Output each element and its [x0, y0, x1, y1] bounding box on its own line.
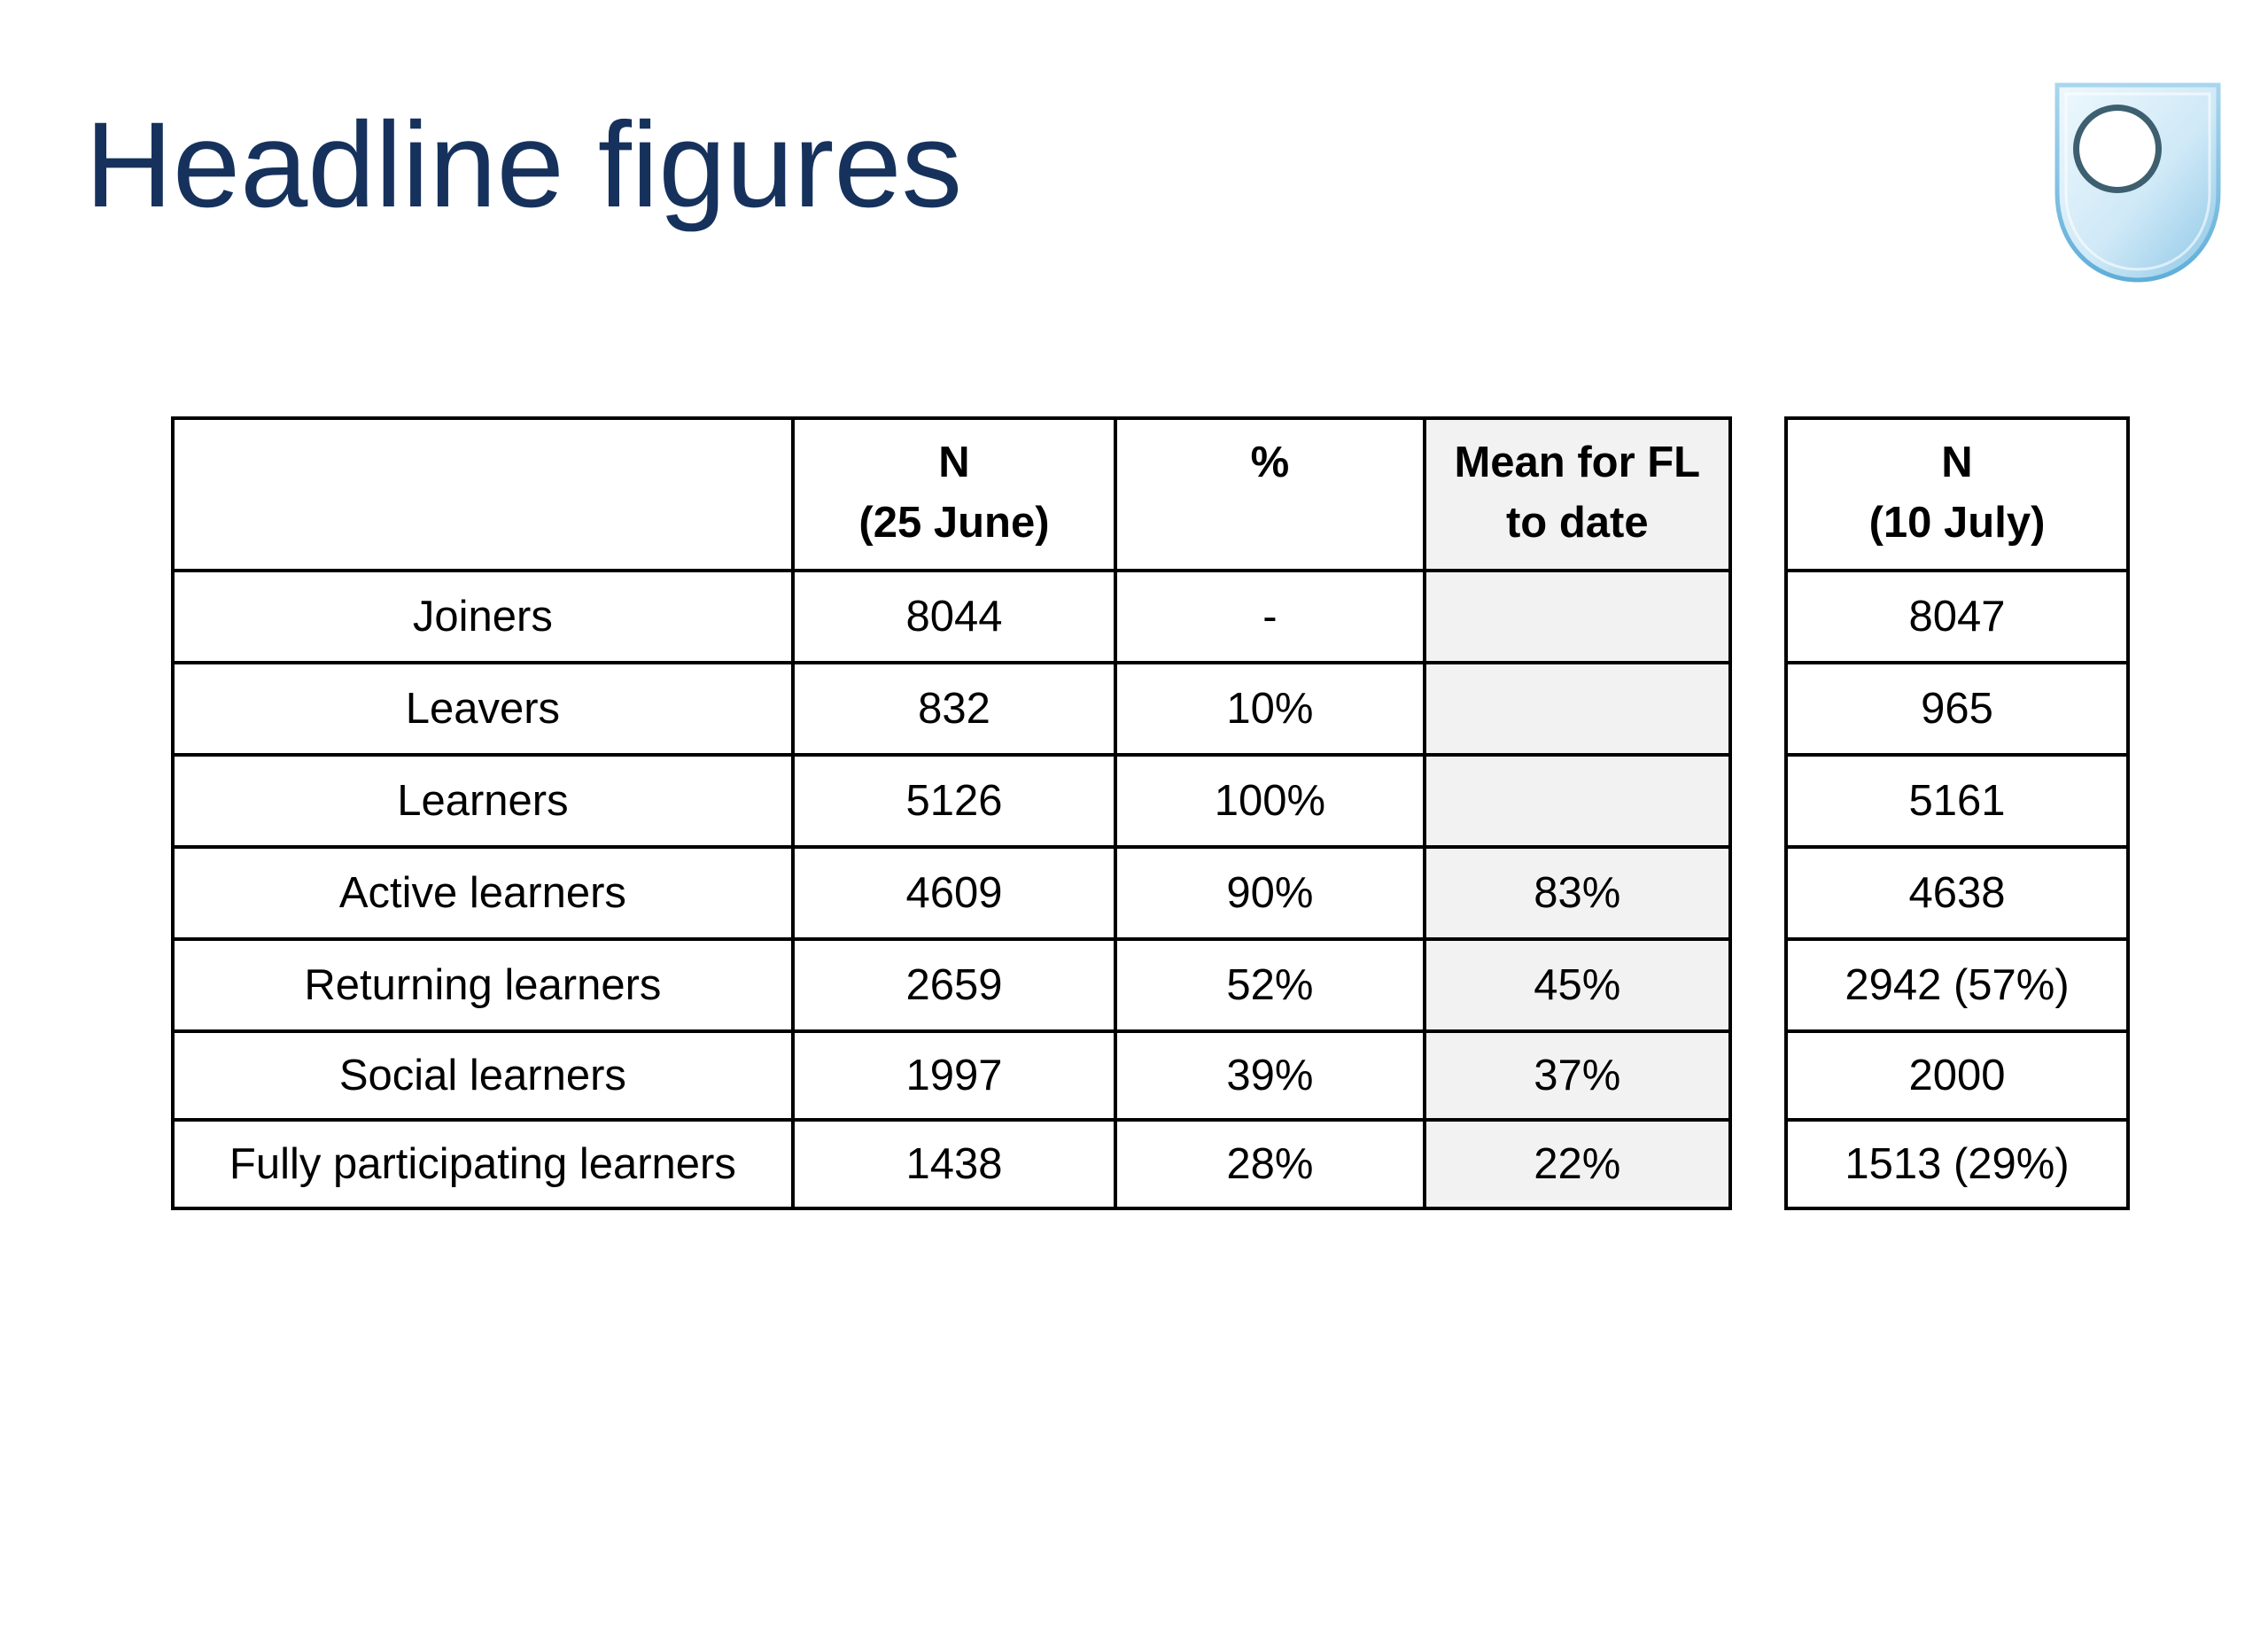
header-text: N: [1941, 439, 1973, 486]
cell-n: 8044: [793, 571, 1115, 663]
row-label: Fully participating learners: [173, 1120, 793, 1208]
cell-percent: 28%: [1115, 1120, 1424, 1208]
cell-mean: [1425, 571, 1730, 663]
table-row: [173, 1120, 1730, 1208]
row-label: Learners: [173, 755, 793, 847]
header-text: (25 June): [858, 499, 1050, 547]
cell-n: 2659: [793, 939, 1115, 1031]
table-row: [1786, 1120, 2128, 1208]
cell-n-july: 8047: [1786, 571, 2128, 663]
cell-percent: 100%: [1115, 755, 1424, 847]
table-row: [173, 755, 1730, 847]
cell-percent: 52%: [1115, 939, 1424, 1031]
row-label: Social learners: [173, 1031, 793, 1120]
cell-mean: 22%: [1425, 1120, 1730, 1208]
header-percent: [1115, 418, 1424, 571]
cell-percent: -: [1115, 571, 1424, 663]
header-text: N: [938, 439, 970, 486]
cell-mean: [1425, 755, 1730, 847]
row-label: Leavers: [173, 663, 793, 755]
cell-n: 832: [793, 663, 1115, 755]
table-row: [1786, 1031, 2128, 1120]
header-n-25-june: [793, 418, 1115, 571]
header-text: %: [1250, 439, 1290, 486]
table-header-row: [1786, 418, 2128, 571]
header-mean-for-fl: [1425, 418, 1730, 571]
cell-n: 5126: [793, 755, 1115, 847]
row-label: Returning learners: [173, 939, 793, 1031]
cell-n: 1438: [793, 1120, 1115, 1208]
header-text: (10 July): [1868, 499, 2046, 547]
cell-mean: 45%: [1425, 939, 1730, 1031]
cell-n-july: 4638: [1786, 847, 2128, 939]
table-row: [173, 571, 1730, 663]
table-row: [173, 1031, 1730, 1120]
cell-mean: 37%: [1425, 1031, 1730, 1120]
table-row: [1786, 663, 2128, 755]
cell-percent: 39%: [1115, 1031, 1424, 1120]
row-label: Joiners: [173, 571, 793, 663]
slide-title: Headline figures: [85, 97, 963, 233]
table-row: [173, 939, 1730, 1031]
cell-percent: 10%: [1115, 663, 1424, 755]
table-row: [1786, 847, 2128, 939]
headline-figures-table: [171, 416, 1732, 1210]
header-label-cell: [173, 418, 793, 571]
cell-percent: 90%: [1115, 847, 1424, 939]
row-label: Active learners: [173, 847, 793, 939]
cell-n: 4609: [793, 847, 1115, 939]
header-text: Mean for FL: [1454, 439, 1701, 486]
cell-n-july: 5161: [1786, 755, 2128, 847]
cell-n-july: 1513 (29%): [1786, 1120, 2128, 1208]
header-n-10-july: [1786, 418, 2128, 571]
july-figures-table: [1784, 416, 2130, 1210]
cell-mean: [1425, 663, 1730, 755]
table-header-row: [173, 418, 1730, 571]
table-row: [1786, 571, 2128, 663]
cell-n-july: 2000: [1786, 1031, 2128, 1120]
table-row: [1786, 755, 2128, 847]
cell-n: 1997: [793, 1031, 1115, 1120]
cell-n-july: 965: [1786, 663, 2128, 755]
table-row: [173, 847, 1730, 939]
table-row: [1786, 939, 2128, 1031]
header-text: to date: [1505, 499, 1649, 547]
open-university-shield-icon: [2054, 82, 2222, 285]
cell-n-july: 2942 (57%): [1786, 939, 2128, 1031]
table-row: [173, 663, 1730, 755]
cell-mean: 83%: [1425, 847, 1730, 939]
